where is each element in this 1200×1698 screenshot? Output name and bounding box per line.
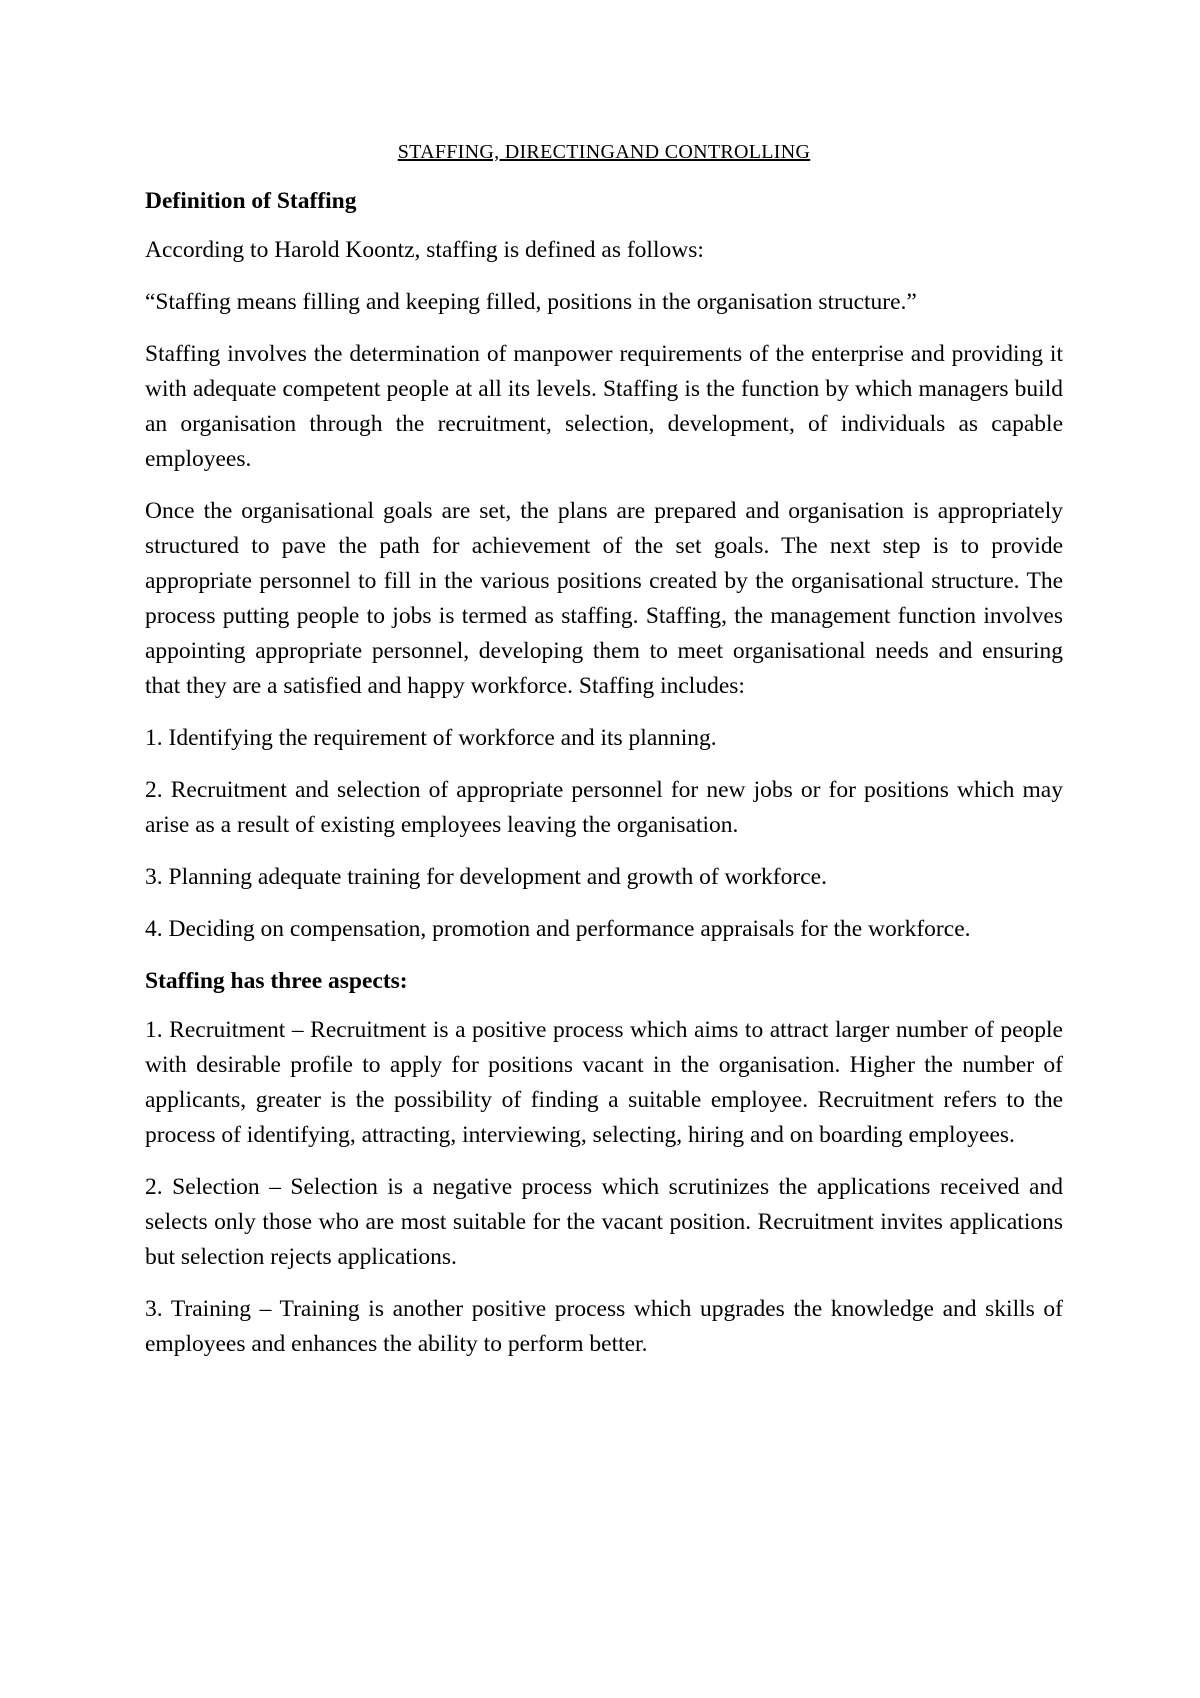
document-title: STAFFING, DIRECTINGAND CONTROLLING <box>397 141 811 163</box>
aspects-heading: Staffing has three aspects: <box>145 968 408 994</box>
document-body <box>145 140 1063 1379</box>
intro-paragraph: According to Harold Koontz, staffing is defined as follows: <box>145 237 704 263</box>
includes-list-item: 4. Deciding on compensation, promotion and performance appraisals for the workforce. <box>145 916 971 942</box>
includes-list-item: 2. Recruitment and selection of appropriate personnel for new jobs or for positions which may arise as a result of existing employees leaving the organisation. <box>145 777 1063 838</box>
intro-paragraph: Once the organisational goals are set, the plans are prepared and organisation is appropriately structured to pave the path for achievement of the set goals. The next step is to provide appropriate personnel to fill in the various positions created by the organisational structure. The process putting people to jobs is termed as staffing. Staffing, the management function involves appointing appropriate personnel, developing them to meet organisational needs and ensuring that they are a satisfied and happy workforce. Staffing includes: <box>145 498 1063 699</box>
koontz-quote: “Staffing means filling and keeping filled, positions in the organisation structure.” <box>145 289 917 315</box>
intro-paragraph: Staffing involves the determination of manpower requirements of the enterprise and providing it with adequate competent people at all its levels. Staffing is the function by which managers build an organisation through the recruitment, selection, development, of individuals as capable employees. <box>145 341 1063 472</box>
definition-heading: Definition of Staffing <box>145 188 357 214</box>
includes-list-item: 1. Identifying the requirement of workforce and its planning. <box>145 725 717 751</box>
aspects-list-item: 3. Training – Training is another positive process which upgrades the knowledge and skills of employees and enhances the ability to perform better. <box>145 1296 1063 1357</box>
includes-list-item: 3. Planning adequate training for development and growth of workforce. <box>145 864 827 890</box>
aspects-list-item: 2. Selection – Selection is a negative process which scrutinizes the applications received and selects only those who are most suitable for the vacant position. Recruitment invites applications but selection rejects applications. <box>145 1174 1063 1270</box>
aspects-list-item: 1. Recruitment – Recruitment is a positive process which aims to attract larger number of people with desirable profile to apply for positions vacant in the organisation. Higher the number of applicants, greater is the possibility of finding a suitable employee. Recruitment refers to the process of identifying, attracting, interviewing, selecting, hiring and on boarding employees. <box>145 1017 1063 1148</box>
